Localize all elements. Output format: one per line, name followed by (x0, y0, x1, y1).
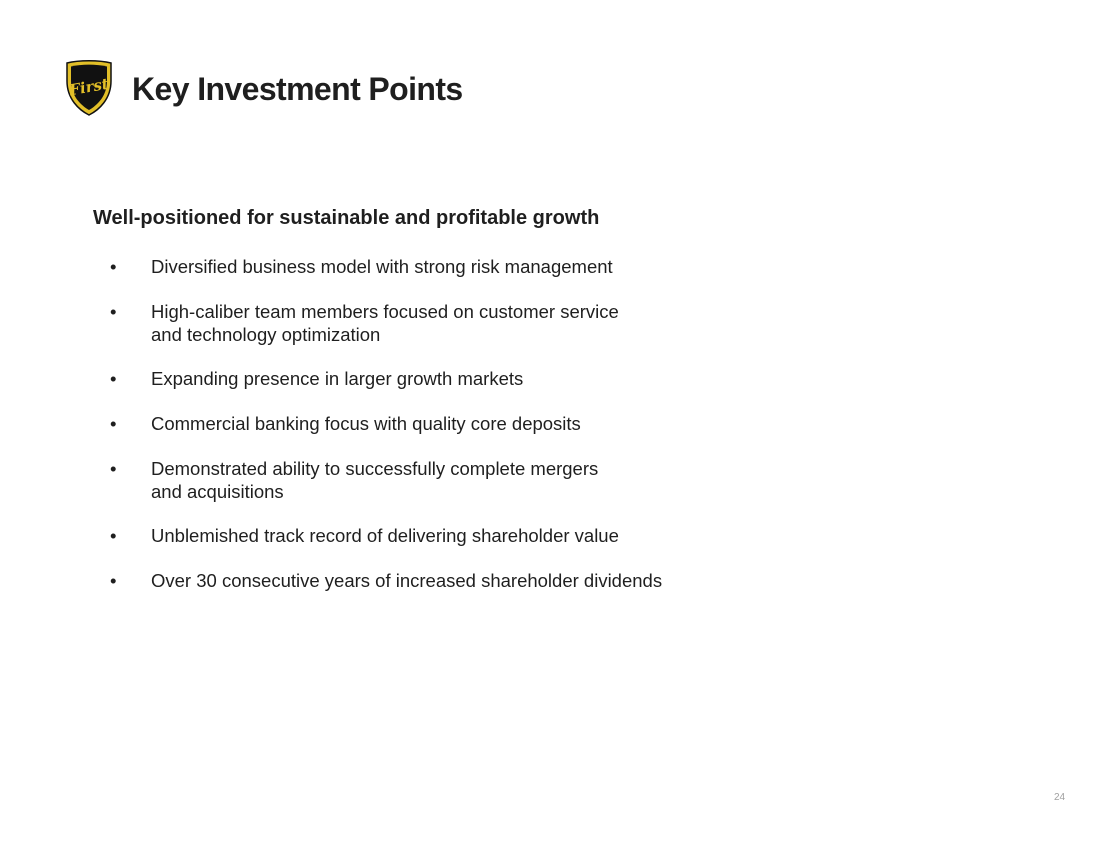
company-logo-shield-icon (63, 59, 115, 117)
list-item-text: Expanding presence in larger growth markets (151, 368, 524, 389)
page-title: Key Investment Points (132, 71, 463, 107)
bullet-icon: • (110, 301, 117, 322)
list-item-text: Over 30 consecutive years of increased shareholder dividends (151, 570, 663, 591)
bullet-icon: • (110, 368, 117, 389)
list-item-text: High-caliber team members focused on customer service and technology optimization (151, 301, 619, 345)
svg-text:First: First (67, 74, 111, 100)
bullet-icon: • (110, 256, 117, 277)
bullet-icon: • (110, 458, 117, 479)
list-item-text: Demonstrated ability to successfully complete mergers and acquisitions (151, 458, 599, 502)
bullet-icon: • (110, 525, 117, 546)
section-heading: Well-positioned for sustainable and profitable growth (93, 207, 600, 229)
list-item-text: Commercial banking focus with quality core deposits (151, 413, 581, 434)
list-item-text: Unblemished track record of delivering shareholder value (151, 525, 619, 546)
bullet-icon: • (110, 413, 117, 434)
list-item-text: Diversified business model with strong risk management (151, 256, 613, 277)
bullet-icon: • (110, 570, 117, 591)
page-number: 24 (1054, 792, 1066, 803)
